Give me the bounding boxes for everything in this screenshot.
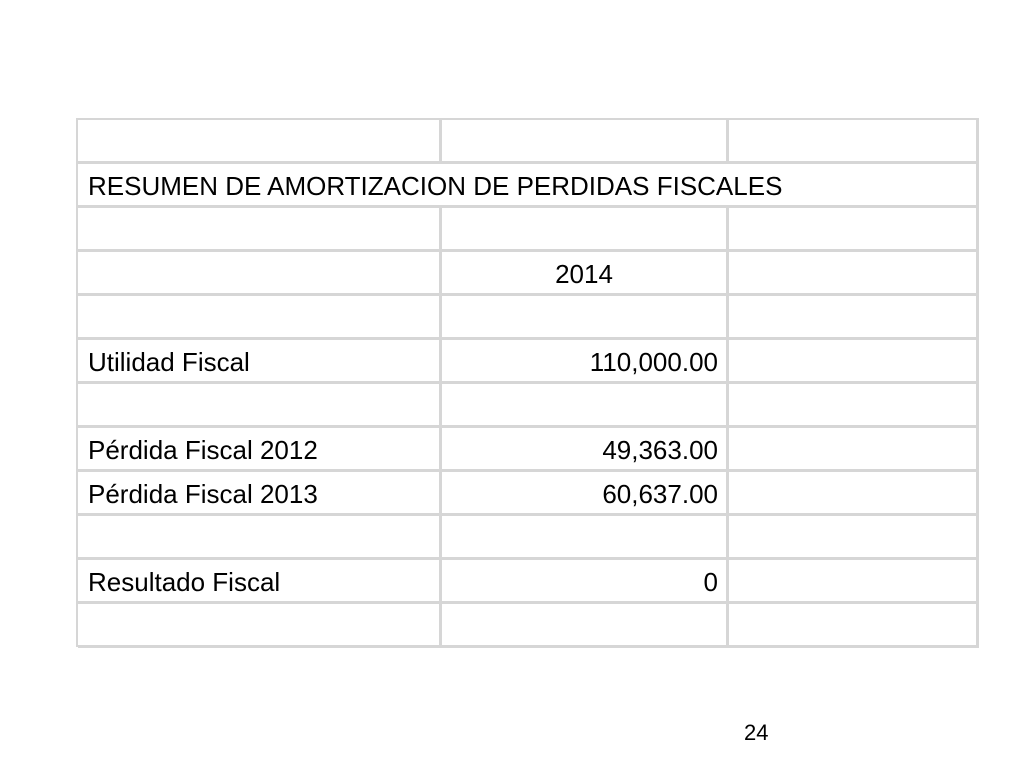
table-title: RESUMEN DE AMORTIZACION DE PERDIDAS FISCALES (78, 164, 979, 208)
table-row (78, 120, 979, 164)
summary-table (76, 118, 979, 647)
table-row (78, 384, 979, 428)
row-value: 0 (442, 560, 729, 604)
table-cell (729, 252, 979, 296)
table-cell (729, 296, 979, 340)
table-cell (729, 516, 979, 560)
table-row (78, 340, 979, 384)
year-header: 2014 (442, 252, 729, 296)
table-row (78, 296, 979, 340)
table-cell (729, 428, 979, 472)
table-cell (78, 120, 442, 164)
table-cell (442, 384, 729, 428)
table-cell (78, 516, 442, 560)
table-cell (442, 296, 729, 340)
table-row (78, 516, 979, 560)
table-cell (78, 252, 442, 296)
row-value: 110,000.00 (442, 340, 729, 384)
table-cell (729, 208, 979, 252)
table-cell (78, 604, 442, 648)
row-label: Utilidad Fiscal (78, 340, 442, 384)
row-value: 49,363.00 (442, 428, 729, 472)
table-row (78, 604, 979, 648)
row-label: Pérdida Fiscal 2013 (78, 472, 442, 516)
table-cell (729, 384, 979, 428)
row-label: Resultado Fiscal (78, 560, 442, 604)
table-cell (442, 604, 729, 648)
table-cell (78, 296, 442, 340)
table-cell (442, 208, 729, 252)
table-title-row (78, 164, 979, 208)
table-row (78, 428, 979, 472)
table-cell (442, 516, 729, 560)
table-row (78, 208, 979, 252)
table-cell (442, 120, 729, 164)
table-cell (729, 340, 979, 384)
page-number: 24 (744, 720, 769, 745)
table-cell (729, 472, 979, 516)
table-cell (729, 560, 979, 604)
table-cell (729, 120, 979, 164)
row-value: 60,637.00 (442, 472, 729, 516)
table-row (78, 472, 979, 516)
table-cell (78, 208, 442, 252)
table-cell (78, 384, 442, 428)
table-header-row (78, 252, 979, 296)
table-row (78, 560, 979, 604)
table-cell (729, 604, 979, 648)
row-label: Pérdida Fiscal 2012 (78, 428, 442, 472)
